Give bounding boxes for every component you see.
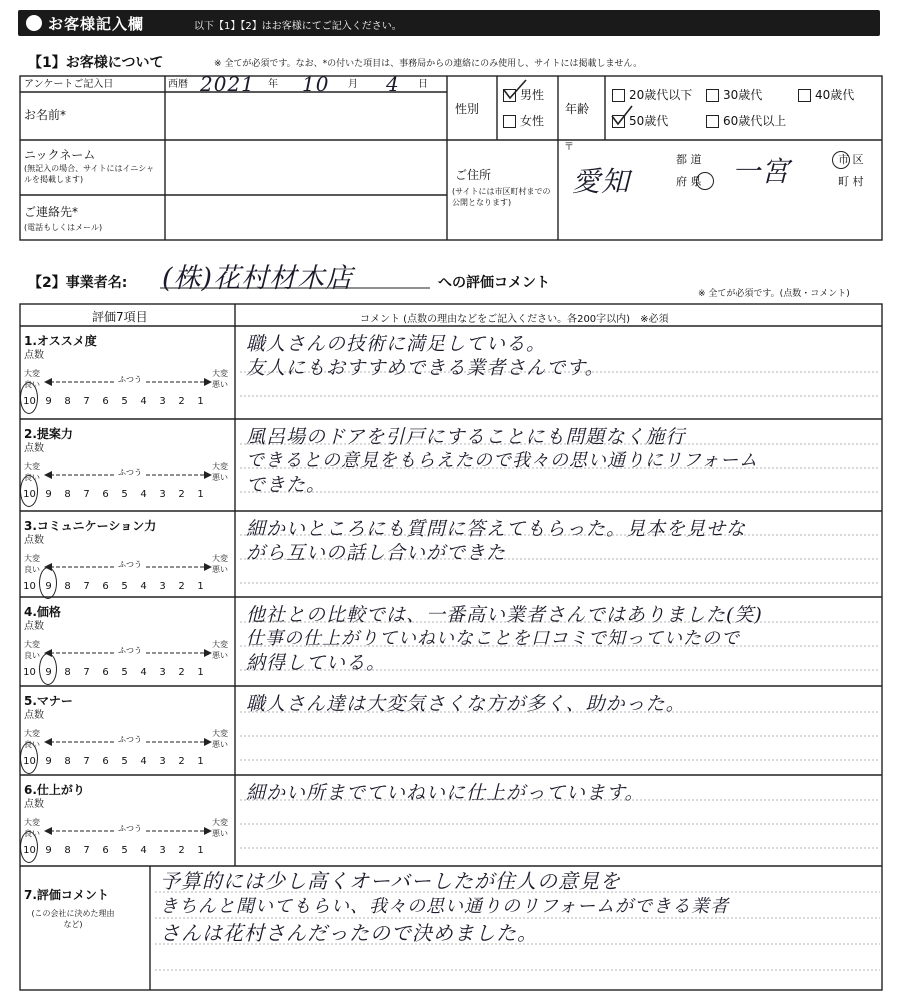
score-option-5[interactable]: 5 — [121, 581, 128, 592]
contact-note: (電話もしくはメール) — [24, 223, 103, 232]
score-option-4[interactable]: 4 — [140, 489, 147, 500]
rating-comment-line: できた。 — [246, 474, 327, 496]
section2-note: ※ 全てが必須です。(点数・コメント) — [698, 289, 850, 299]
score-option-1[interactable]: 1 — [197, 756, 204, 767]
good-label: 大変良い — [24, 729, 40, 749]
score-scale — [20, 845, 210, 856]
bad-label: 大変悪い — [212, 369, 228, 389]
score-option-6[interactable]: 6 — [102, 489, 109, 500]
score-label: 点数 — [24, 621, 44, 632]
score-option-8[interactable]: 8 — [64, 667, 71, 678]
score-option-2[interactable]: 2 — [178, 845, 185, 856]
score-option-7[interactable]: 7 — [83, 581, 90, 592]
score-label: 点数 — [24, 443, 44, 454]
rating-item-label: 1.オススメ度 — [24, 334, 97, 348]
bad-label: 大変悪い — [212, 640, 228, 660]
age-20-checkbox[interactable] — [612, 89, 625, 102]
age-40-checkbox[interactable] — [798, 89, 811, 102]
score-option-10[interactable]: 10 — [23, 756, 36, 767]
prefecture-value[interactable]: 愛知 — [572, 165, 631, 198]
age-40-option[interactable]: 40歳代 — [798, 86, 854, 103]
address-label: ご住所 — [455, 168, 492, 182]
score-option-2[interactable]: 2 — [178, 489, 185, 500]
final-comment-note: (この会社に決めた理由など) — [31, 909, 115, 929]
rating-comment[interactable] — [246, 517, 746, 565]
score-option-9[interactable]: 9 — [45, 756, 52, 767]
rating-comment-line: できるとの意見をもらえたので我々の思い通りにリフォーム — [246, 450, 759, 471]
score-option-8[interactable]: 8 — [64, 489, 71, 500]
col-items-header: 評価7項目 — [92, 310, 148, 324]
rating-item-label: 2.提案力 — [24, 427, 73, 441]
rating-comment-line: 職人さんの技術に満足している。 — [246, 333, 547, 355]
date-label: アンケートご記入日 — [24, 79, 114, 90]
score-option-9[interactable]: 9 — [45, 581, 52, 592]
score-option-3[interactable]: 3 — [159, 756, 166, 767]
score-option-9[interactable]: 9 — [45, 396, 52, 407]
bad-label: 大変悪い — [212, 554, 228, 574]
selected-score-circle — [20, 742, 38, 774]
score-option-4[interactable]: 4 — [140, 396, 147, 407]
score-option-7[interactable]: 7 — [83, 489, 90, 500]
final-comment-line: 予算的には少し高くオーバーしたが住人の意見を — [160, 869, 621, 893]
section2-title-prefix: 【2】事業者名: — [28, 275, 128, 291]
section1-title: 【1】お客様について — [28, 55, 164, 71]
form-header-title: お客様記入欄 — [48, 15, 145, 33]
rating-comment-line: 仕事の仕上がりていねいなことを口コミで知っていたので — [246, 628, 740, 649]
futsu-label: ふつう — [118, 560, 142, 569]
score-option-4[interactable]: 4 — [140, 756, 147, 767]
score-option-10[interactable]: 10 — [23, 845, 36, 856]
good-label: 大変良い — [24, 640, 40, 660]
score-option-3[interactable]: 3 — [159, 581, 166, 592]
bad-label: 大変悪い — [212, 462, 228, 482]
rating-item-label: 5.マナー — [24, 694, 73, 708]
business-name[interactable]: (株)花村材木店 — [162, 263, 354, 294]
score-option-10[interactable]: 10 — [23, 396, 36, 407]
city-circle-mark — [832, 151, 850, 169]
bad-label: 大変悪い — [212, 818, 228, 838]
score-option-10[interactable]: 10 — [23, 581, 36, 592]
rating-comment-line: 細かいところにも質問に答えてもらった。見本を見せな — [246, 518, 747, 540]
score-option-8[interactable]: 8 — [64, 396, 71, 407]
score-option-7[interactable]: 7 — [83, 845, 90, 856]
futsu-label: ふつう — [118, 468, 142, 477]
gender-female-option[interactable]: 女性 — [503, 112, 544, 129]
score-option-8[interactable]: 8 — [64, 581, 71, 592]
score-label: 点数 — [24, 350, 44, 361]
month-value[interactable]: 10 — [302, 72, 330, 96]
year-unit: 年 — [268, 79, 278, 90]
age-30-option[interactable]: 30歳代 — [706, 86, 762, 103]
rating-comment[interactable] — [246, 332, 605, 380]
age-label: 年齢 — [565, 102, 590, 116]
age-20-option[interactable]: 20歳代以下 — [612, 86, 692, 103]
score-option-6[interactable]: 6 — [102, 396, 109, 407]
score-option-6[interactable]: 6 — [102, 756, 109, 767]
final-comment-text[interactable] — [160, 868, 729, 946]
score-option-2[interactable]: 2 — [178, 667, 185, 678]
gender-label: 性別 — [455, 102, 480, 116]
score-option-3[interactable]: 3 — [159, 667, 166, 678]
score-option-2[interactable]: 2 — [178, 396, 185, 407]
selected-score-circle — [20, 382, 38, 414]
score-option-8[interactable]: 8 — [64, 756, 71, 767]
rating-comment-line: 他社との比較では、一番高い業者さんではありました(笑) — [246, 604, 763, 626]
address-note: (サイトには市区町村までの公開となります) — [452, 187, 551, 207]
city-suffix-1: 市 区 — [838, 153, 864, 166]
futsu-label: ふつう — [118, 646, 142, 655]
good-label: 大変良い — [24, 369, 40, 389]
score-label: 点数 — [24, 799, 44, 810]
score-option-6[interactable]: 6 — [102, 667, 109, 678]
score-option-1[interactable]: 1 — [197, 489, 204, 500]
rating-comment-line: 納得している。 — [246, 652, 387, 674]
rating-comment-line: 風呂場のドアを引戸にすることにも問題なく施行 — [246, 426, 686, 448]
rating-comment[interactable] — [246, 425, 758, 497]
city-value[interactable]: 一宮 — [732, 155, 791, 188]
selected-score-circle — [39, 567, 57, 599]
score-option-1[interactable]: 1 — [197, 667, 204, 678]
good-label: 大変良い — [24, 818, 40, 838]
selected-score-circle — [20, 475, 38, 507]
score-option-1[interactable]: 1 — [197, 396, 204, 407]
age-60-option[interactable]: 60歳代以上 — [706, 112, 786, 129]
pref-suffix-2: 府 県 — [676, 175, 702, 188]
score-option-10[interactable]: 10 — [23, 489, 36, 500]
futsu-label: ふつう — [118, 824, 142, 833]
good-label: 大変良い — [24, 554, 40, 574]
score-option-5[interactable]: 5 — [121, 667, 128, 678]
score-label: 点数 — [24, 535, 44, 546]
final-comment-line: さんは花村さんだったので決めました。 — [160, 921, 538, 945]
score-option-3[interactable]: 3 — [159, 396, 166, 407]
score-option-4[interactable]: 4 — [140, 845, 147, 856]
score-option-7[interactable]: 7 — [83, 756, 90, 767]
rating-item-label: 6.仕上がり — [24, 783, 85, 797]
score-option-7[interactable]: 7 — [83, 667, 90, 678]
rating-comment[interactable] — [246, 692, 686, 716]
score-option-9[interactable]: 9 — [45, 667, 52, 678]
score-option-4[interactable]: 4 — [140, 667, 147, 678]
score-option-9[interactable]: 9 — [45, 845, 52, 856]
score-option-7[interactable]: 7 — [83, 396, 90, 407]
bad-label: 大変悪い — [212, 729, 228, 749]
score-option-1[interactable]: 1 — [197, 845, 204, 856]
score-option-5[interactable]: 5 — [121, 845, 128, 856]
score-option-2[interactable]: 2 — [178, 581, 185, 592]
score-option-5[interactable]: 5 — [121, 489, 128, 500]
era-label: 西暦 — [168, 79, 188, 90]
age-50-option[interactable]: 50歳代 — [612, 112, 668, 129]
final-comment-line: きちんと聞いてもらい、我々の思い通りのリフォームができる業者 — [160, 896, 730, 917]
name-label: お名前* — [24, 108, 67, 122]
score-scale — [20, 489, 210, 500]
score-option-3[interactable]: 3 — [159, 489, 166, 500]
rating-comment-line: 友人にもおすすめできる業者さんです。 — [246, 357, 605, 379]
good-label: 大変良い — [24, 462, 40, 482]
score-option-2[interactable]: 2 — [178, 756, 185, 767]
pref-suffix-1: 都 道 — [676, 153, 702, 166]
day-value[interactable]: 4 — [386, 72, 400, 96]
day-unit: 日 — [418, 79, 428, 90]
score-option-4[interactable]: 4 — [140, 581, 147, 592]
section2-title-suffix: への評価コメント — [438, 275, 550, 291]
contact-label: ご連絡先* — [24, 205, 79, 219]
rating-comment-line: 細かい所までていねいに仕上がっています。 — [246, 782, 645, 804]
rating-comment-line: 職人さん達は大変気さくな方が多く、助かった。 — [246, 693, 686, 715]
score-option-5[interactable]: 5 — [121, 756, 128, 767]
rating-comment[interactable] — [246, 603, 763, 675]
age-60-checkbox[interactable] — [706, 115, 719, 128]
score-scale — [20, 396, 210, 407]
score-option-3[interactable]: 3 — [159, 845, 166, 856]
rating-comment[interactable] — [246, 781, 644, 805]
score-label: 点数 — [24, 710, 44, 721]
rating-comment-line: がら互いの話し合いができた — [246, 542, 507, 564]
age-30-checkbox[interactable] — [706, 89, 719, 102]
selected-score-circle — [20, 831, 38, 863]
city-suffix-2: 町 村 — [838, 175, 864, 188]
score-option-9[interactable]: 9 — [45, 489, 52, 500]
col-comment-header: コメント (点数の理由などをご記入ください。各200字以内) ※必須 — [360, 314, 669, 325]
score-option-1[interactable]: 1 — [197, 581, 204, 592]
section1-note: ※ 全てが必須です。なお、*の付いた項目は、事務局からの連絡にのみ使用し、サイトには掲載しません。 — [214, 59, 643, 69]
female-checkbox[interactable] — [503, 115, 516, 128]
score-option-6[interactable]: 6 — [102, 845, 109, 856]
score-option-10[interactable]: 10 — [23, 667, 36, 678]
form-header-note: 以下【1】【2】はお客様にてご記入ください。 — [194, 21, 402, 32]
score-scale — [20, 756, 210, 767]
year-value[interactable]: 2021 — [200, 72, 255, 96]
score-option-8[interactable]: 8 — [64, 845, 71, 856]
pref-circle-mark — [696, 172, 714, 190]
age-50-check-mark-icon — [608, 104, 636, 128]
male-check-mark-icon — [500, 78, 530, 102]
futsu-label: ふつう — [118, 375, 142, 384]
nickname-note: (無記入の場合、サイトにはイニシャルを掲載します) — [24, 164, 155, 184]
rating-item-label: 3.コミュニケーション力 — [24, 519, 157, 533]
rating-item-label: 4.価格 — [24, 605, 61, 619]
postal-mark: 〒 — [564, 142, 574, 153]
gender-male-option[interactable]: 男性 — [503, 86, 544, 103]
selected-score-circle — [39, 653, 57, 685]
score-option-6[interactable]: 6 — [102, 581, 109, 592]
final-comment-label: 7.評価コメント — [24, 888, 109, 902]
nickname-label: ニックネーム — [24, 148, 96, 162]
futsu-label: ふつう — [118, 735, 142, 744]
score-option-5[interactable]: 5 — [121, 396, 128, 407]
month-unit: 月 — [348, 79, 358, 90]
